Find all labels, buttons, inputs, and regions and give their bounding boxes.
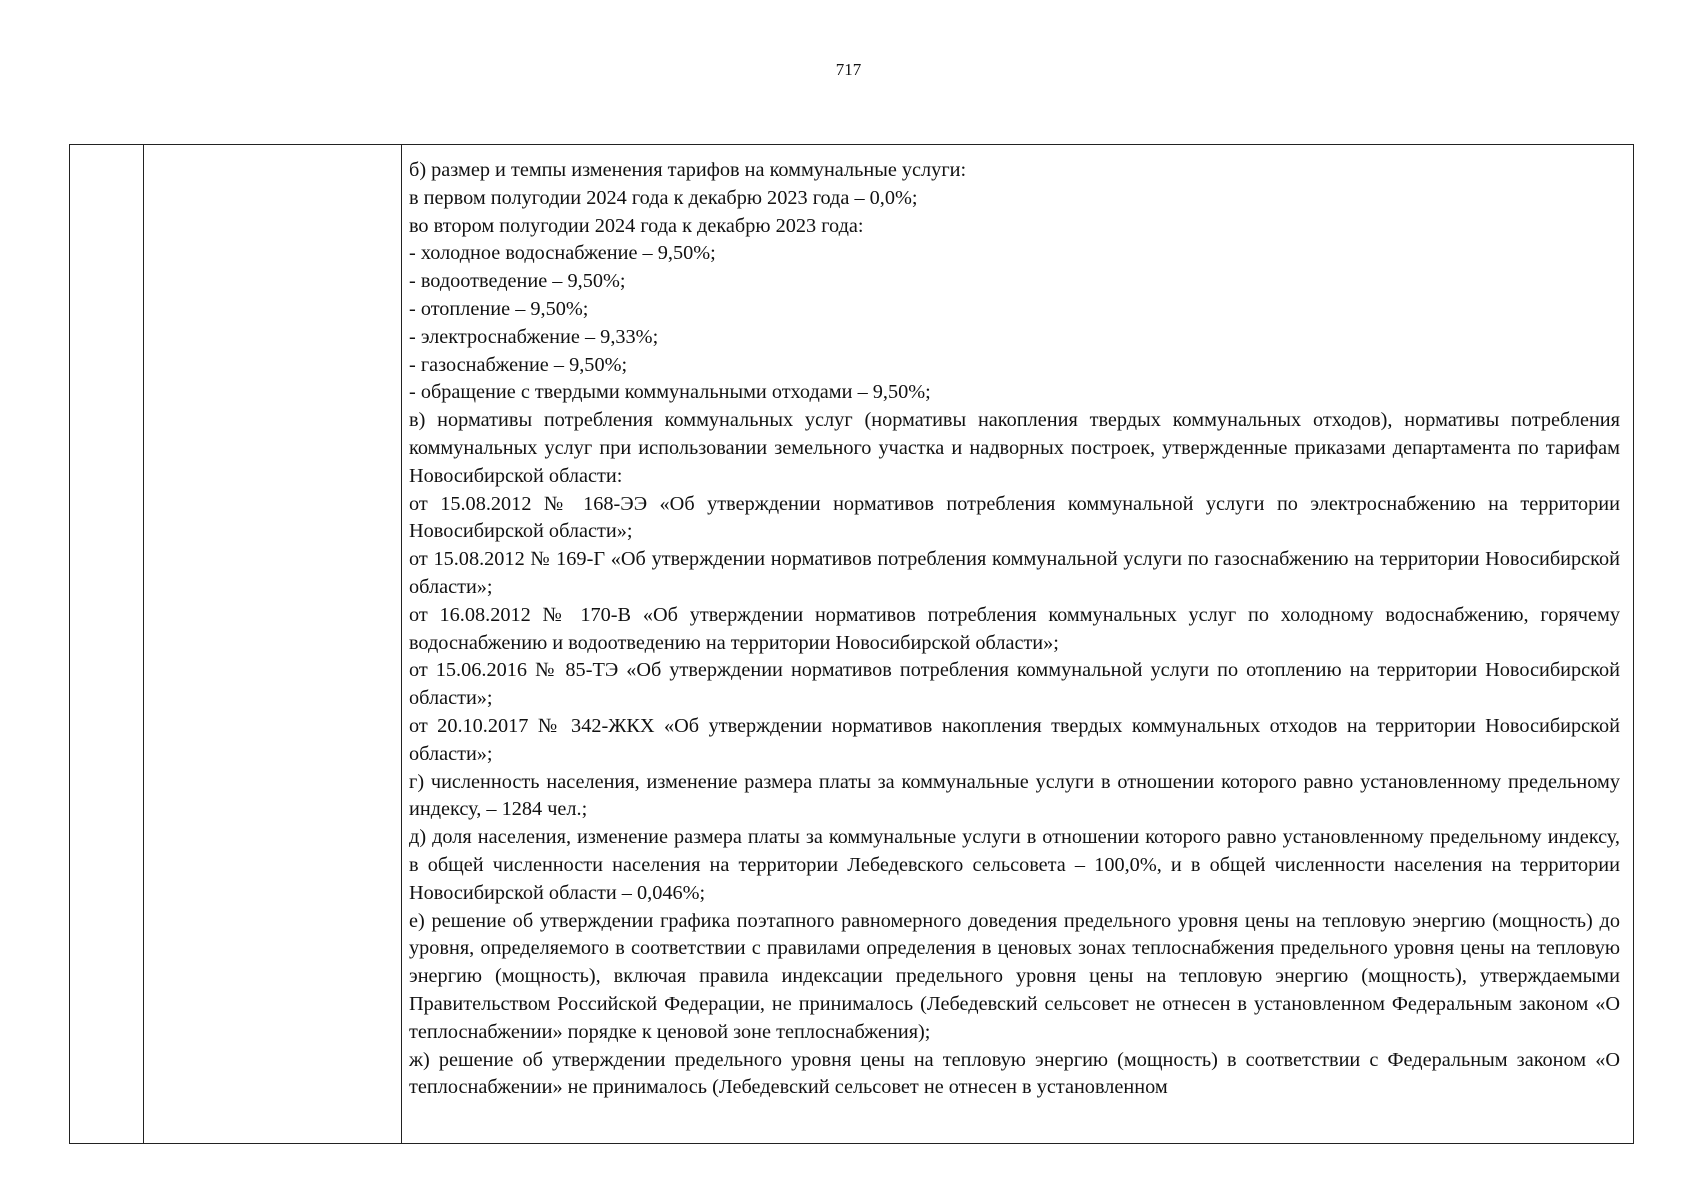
list-item-solid-waste: - обращение с твердыми коммунальными отходами – 9,50%; (409, 381, 931, 404)
table-cell-number (70, 145, 144, 1143)
paragraph-v-norms: в) нормативы потребления коммунальных услуг (нормативы накопления твердых коммунальных отходов), нормативы потребления коммунальных услуг при использовании земельного участка и надворных построек, утвержденные приказами департамента по тарифам Новосибирской области: (409, 409, 1620, 487)
list-item-electricity: - электроснабжение – 9,33%; (409, 325, 659, 348)
paragraph-d-population-share: д) доля населения, изменение размера платы за коммунальные услуги в отношении которого равно установленному предельному индексу, в общей численности населения на территории Лебедевского сельсовета – 100,0%, и в общей численности населения на территории Новосибирской области – 0,046%; (409, 826, 1620, 904)
paragraph-e-heat-price-schedule: е) решение об утверждении графика поэтапного равномерного доведения предельного уровня цены на тепловую энергию (мощность) до уровня, определяемого в соответствии с правилами определения в ценовых зонах теплоснабжения предельного уровня цены на тепловую энергию (мощность), включая правила индексации предельного уровня цены на тепловую энергию (мощность), утверждаемыми Правительством Российской Федерации, не принималось (Лебедевский сельсовет не отнесен в установленном Федеральным законом «О теплоснабжении» порядке к ценовой зоне теплоснабжения); (409, 909, 1620, 1043)
paragraph-g-population: г) численность населения, изменение размера платы за коммунальные услуги в отношении которого равно установленному предельному индексу, – 1284 чел.; (409, 770, 1620, 821)
paragraph-second-half: во втором полугодии 2024 года к декабрю 2023 года: (409, 214, 864, 237)
list-item-heating: - отопление – 9,50%; (409, 297, 589, 320)
list-item-gas: - газоснабжение – 9,50%; (409, 353, 628, 376)
table-cell-title (144, 145, 402, 1143)
order-85-te: от 15.06.2016 № 85-ТЭ «Об утверждении нормативов потребления коммунальной услуги по отоплению на территории Новосибирской области»; (409, 659, 1620, 710)
order-168-ee: от 15.08.2012 № 168-ЭЭ «Об утверждении нормативов потребления коммунальной услуги по электроснабжению на территории Новосибирской области»; (409, 492, 1620, 543)
paragraph-zh-heat-price-limit: ж) решение об утверждении предельного уровня цены на тепловую энергию (мощность) в соответствии с Федеральным законом «О теплоснабжении» не принималось (Лебедевский сельсовет не отнесен в установленном (409, 1048, 1620, 1099)
order-342-zhkh: от 20.10.2017 № 342-ЖКХ «Об утверждении нормативов накопления твердых коммунальных отходов на территории Новосибирской области»; (409, 714, 1620, 765)
order-169-g: от 15.08.2012 № 169-Г «Об утверждении нормативов потребления коммунальной услуги по газоснабжению на территории Новосибирской области»; (409, 548, 1620, 598)
document-table (69, 144, 1634, 1144)
list-item-cold-water: - холодное водоснабжение – 9,50%; (409, 242, 716, 265)
list-item-sewerage: - водоотведение – 9,50%; (409, 270, 626, 293)
paragraph-b-tariffs: б) размер и темпы изменения тарифов на коммунальные услуги: (409, 159, 967, 181)
paragraph-first-half: в первом полугодии 2024 года к декабрю 2023 года – 0,0%; (409, 186, 918, 209)
table-cell-content (402, 145, 1633, 1143)
order-170-v: от 16.08.2012 № 170-В «Об утверждении нормативов потребления коммунальных услуг по холодному водоснабжению, горячему водоснабжению и водоотведению на территории Новосибирской области»; (409, 603, 1620, 654)
page-number: 717 (835, 60, 862, 79)
